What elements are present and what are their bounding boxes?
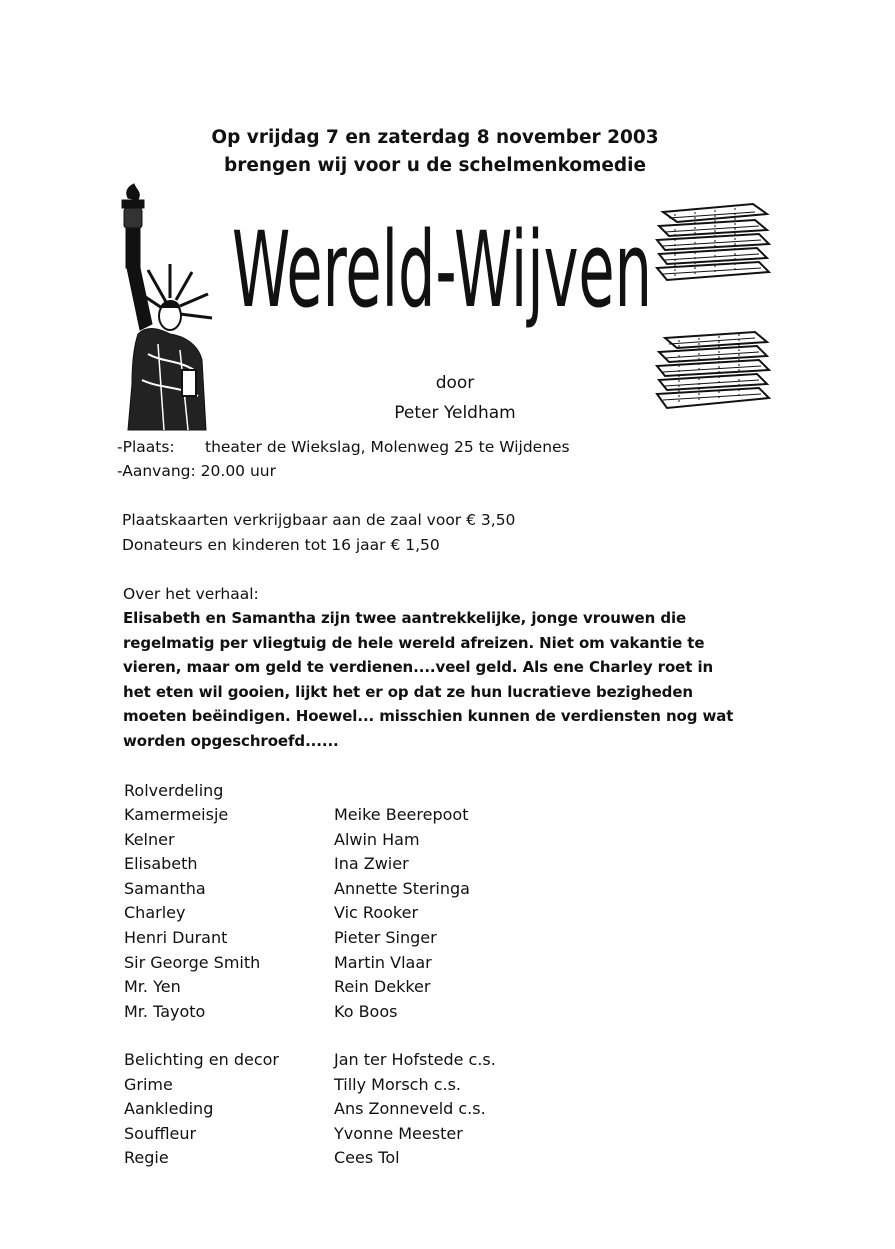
cast-actor: Ina Zwier [334, 854, 409, 874]
start-value: 20.00 uur [200, 462, 276, 480]
cast-role: Elisabeth [124, 854, 198, 874]
crew-role: Belichting en decor [124, 1050, 279, 1069]
show-title: Wereld-Wijven [232, 209, 652, 331]
cast-list [124, 778, 470, 1024]
cast-actor: Martin Vlaar [334, 952, 432, 972]
cast-row [124, 803, 470, 828]
cast-row [124, 975, 470, 1000]
crew-member: Ans Zonneveld c.s. [334, 1099, 486, 1119]
cast-row [124, 1000, 470, 1025]
crew-role: Aankleding [124, 1099, 214, 1119]
author-block [0, 368, 880, 428]
cast-row [124, 901, 470, 926]
crew-role: Regie [124, 1148, 169, 1168]
story-heading: Over het verhaal: [123, 585, 259, 603]
crew-member: Cees Tol [334, 1148, 400, 1168]
cast-actor: Meike Beerepoot [334, 805, 469, 824]
cast-role: Charley [124, 903, 186, 923]
event-info [117, 435, 570, 483]
cast-role: Henri Durant [124, 927, 228, 947]
price-line-1: Plaatskaarten verkrijgbaar aan de zaal voor € 3,50 [122, 511, 516, 529]
story-line: het eten wil gooien, lijkt het er op dat ze hun lucratieve bezigheden [123, 682, 693, 701]
cast-role: Samantha [124, 878, 206, 898]
story-line: worden opgeschroefd...... [123, 731, 339, 750]
cast-actor: Annette Steringa [334, 878, 470, 898]
place-value: theater de Wiekslag, Molenweg 25 te Wijdenes [205, 438, 570, 456]
story-line: Elisabeth en Samantha zijn twee aantrekkelijke, jonge vrouwen die [123, 609, 687, 627]
place-line [117, 435, 570, 459]
cast-row [124, 852, 470, 877]
story-text [123, 606, 763, 754]
author-by: door [435, 373, 475, 393]
money-stack-icon [655, 202, 771, 284]
crew-row [124, 1097, 496, 1122]
crew-role: Souffleur [124, 1123, 197, 1143]
crew-row [124, 1048, 496, 1073]
cast-row [124, 926, 470, 951]
cast-role: Mr. Yen [124, 977, 181, 997]
author-name: Peter Yeldham [394, 403, 516, 423]
cast-row [124, 828, 470, 853]
story-line: regelmatig per vliegtuig de hele wereld afreizen. Niet om vakantie te [123, 633, 705, 652]
title-lettering [222, 188, 662, 358]
story-line: vieren, maar om geld te verdienen....veel geld. Als ene Charley roet in [123, 658, 714, 677]
cast-row [124, 951, 470, 976]
cast-heading: Rolverdeling [124, 781, 224, 800]
ticket-prices [122, 508, 515, 558]
start-label: -Aanvang: [117, 462, 196, 480]
crew-row [124, 1146, 496, 1171]
cast-actor: Ko Boos [334, 1001, 398, 1021]
intro-text [0, 124, 880, 180]
cast-role: Sir George Smith [124, 952, 261, 972]
cast-actor: Alwin Ham [334, 829, 420, 849]
cast-actor: Pieter Singer [334, 927, 437, 947]
cast-row [124, 877, 470, 902]
cast-actor: Vic Rooker [334, 903, 419, 923]
place-label: -Plaats: [117, 438, 175, 456]
crew-row [124, 1073, 496, 1098]
cast-role: Kamermeisje [124, 805, 229, 824]
cast-role: Mr. Tayoto [124, 1001, 206, 1021]
crew-member: Yvonne Meester [334, 1123, 463, 1143]
crew-member: Tilly Morsch c.s. [334, 1074, 462, 1094]
crew-member: Jan ter Hofstede c.s. [334, 1050, 496, 1069]
price-line-2: Donateurs en kinderen tot 16 jaar € 1,50 [122, 536, 440, 554]
cast-actor: Rein Dekker [334, 977, 431, 997]
crew-role: Grime [124, 1074, 173, 1094]
story-line: moeten beëindigen. Hoewel... misschien kunnen de verdiensten nog wat [123, 707, 734, 726]
start-line [117, 459, 570, 483]
intro-line-2: brengen wij voor u de schelmenkomedie [223, 155, 647, 176]
crew-list [124, 1048, 496, 1171]
intro-line-1: Op vrijdag 7 en zaterdag 8 november 2003 [211, 127, 659, 148]
crew-row [124, 1122, 496, 1147]
cast-role: Kelner [124, 829, 175, 849]
